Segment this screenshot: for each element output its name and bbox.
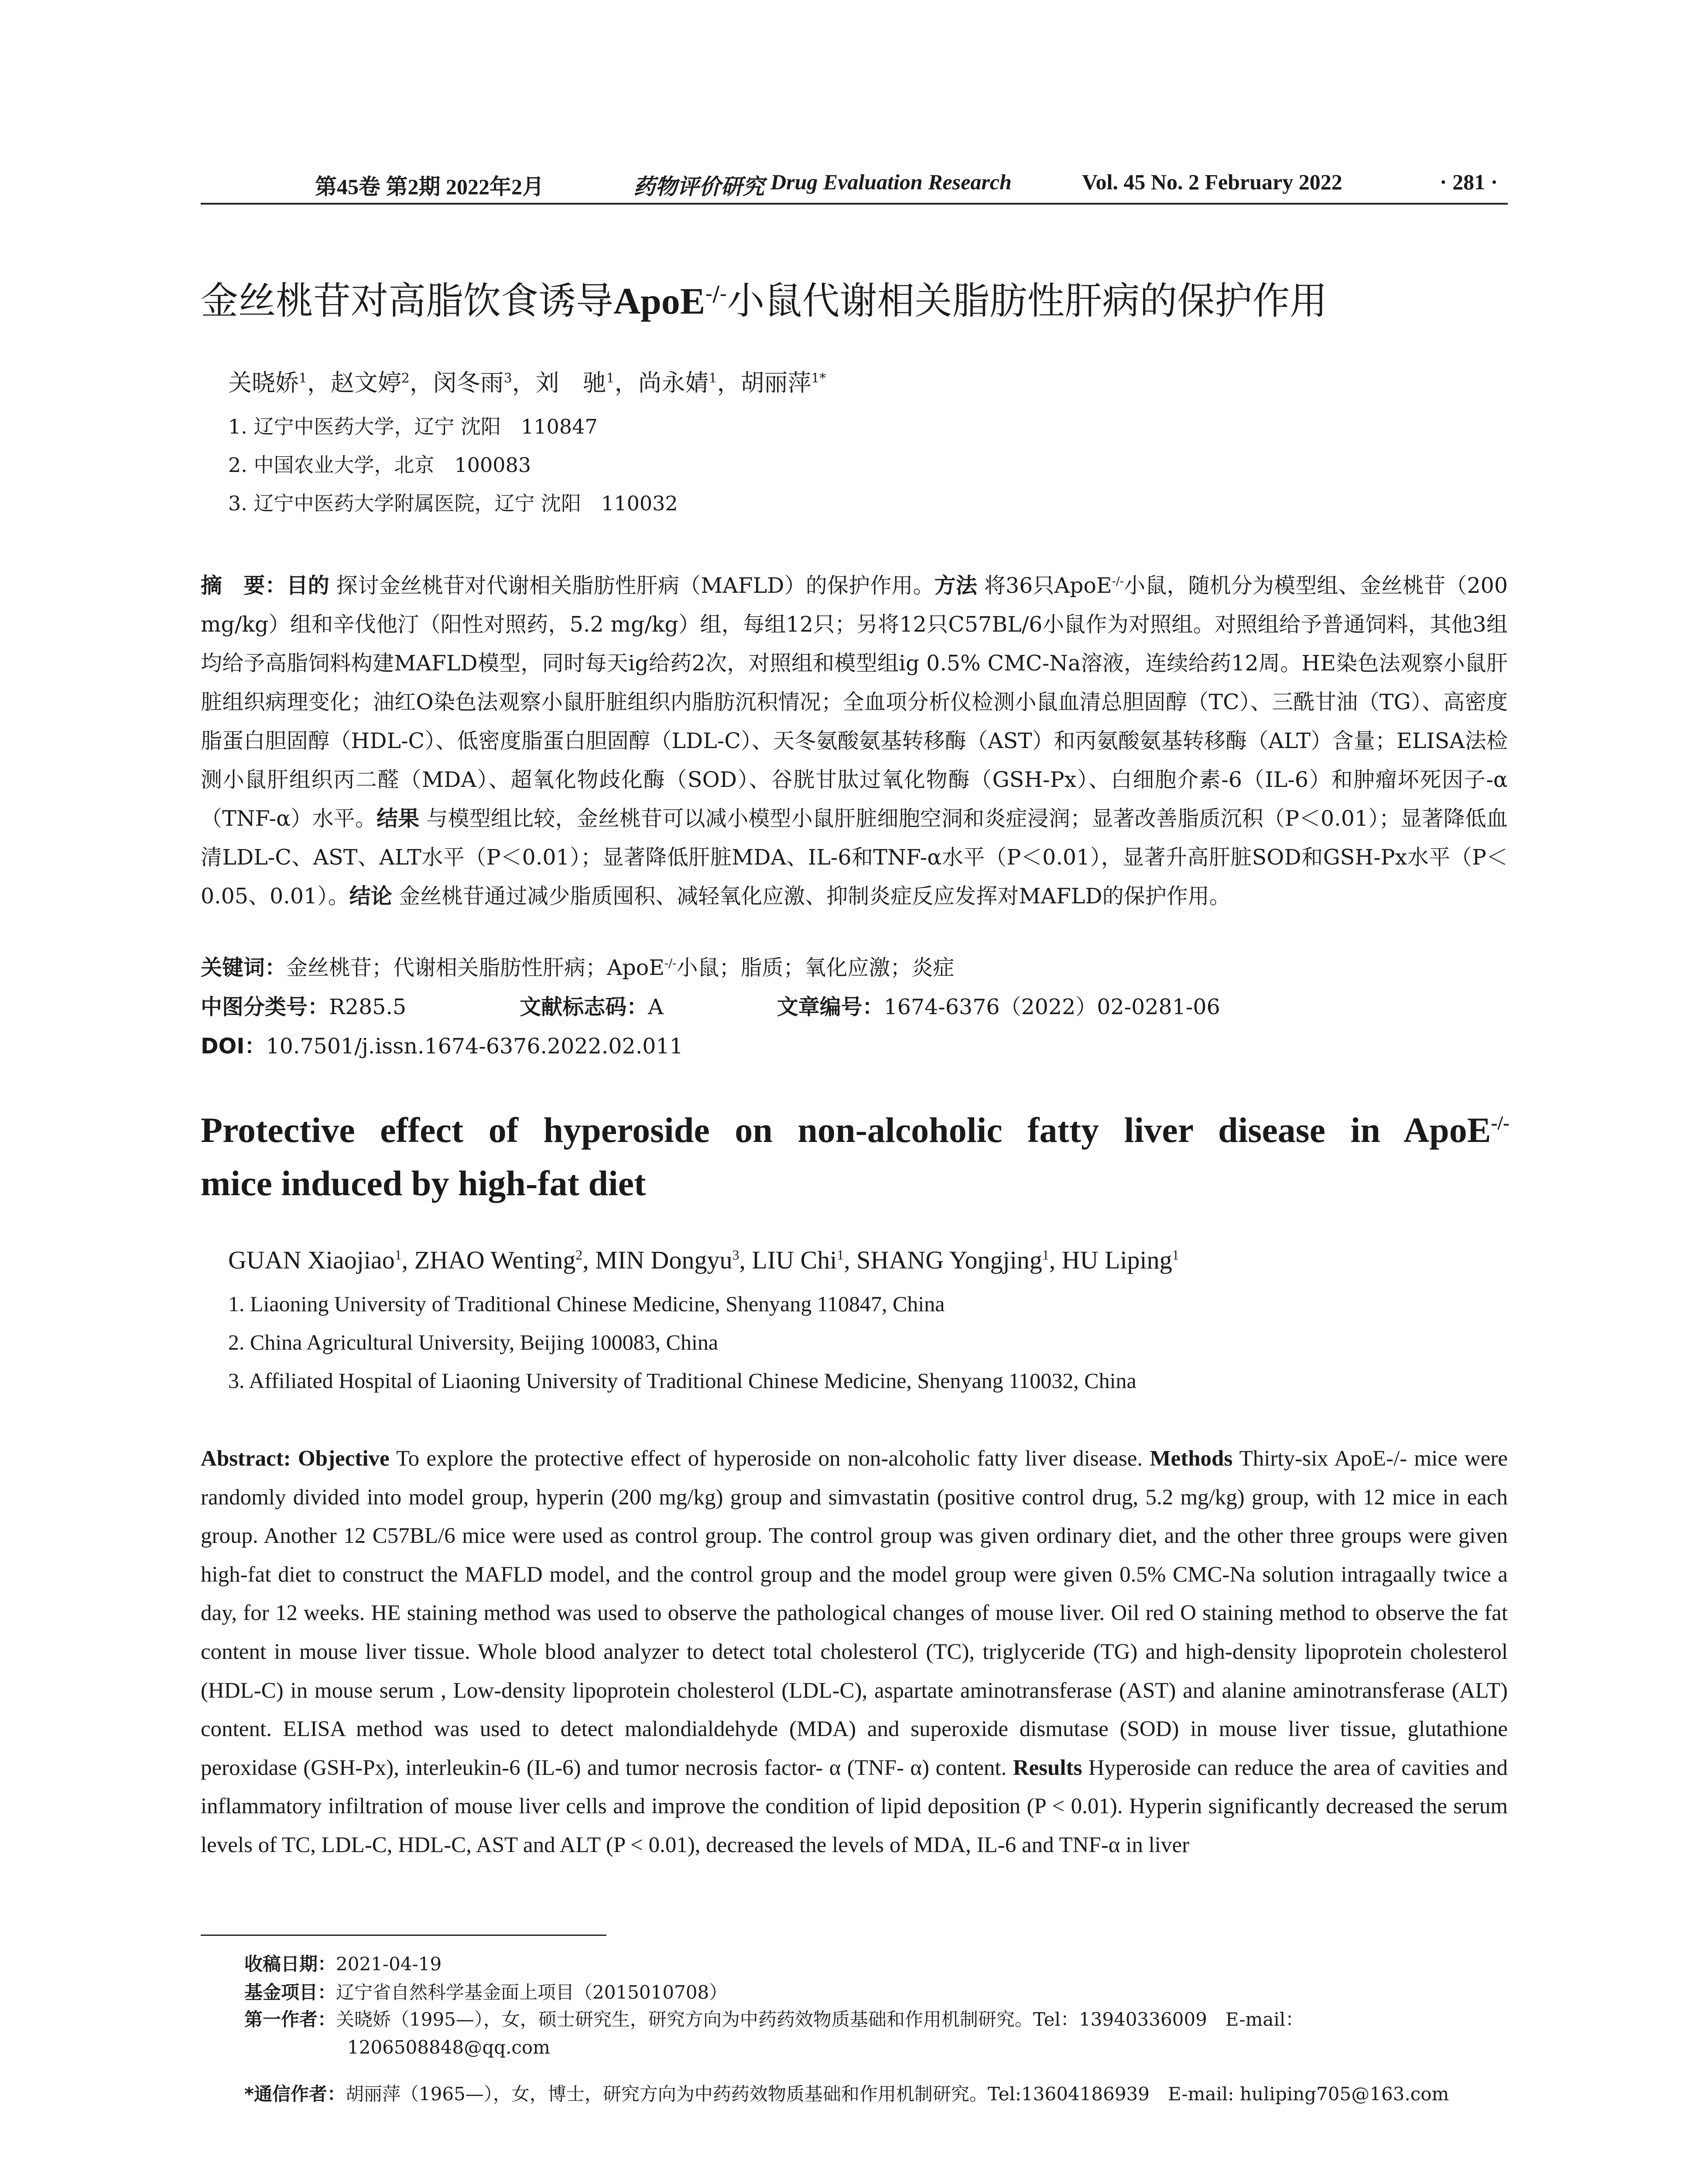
chinese-affiliation: 1. 辽宁中医药大学，辽宁 沈阳 110847: [228, 415, 598, 438]
english-abstract: Abstract: Objective To explore the protective effect of hyperoside on non-alcoholic fatty liver disease. Methods Thirty-six ApoE-/- mice were randomly divided into model group, hyperin (200 mg/kg) group and simvastatin (positive control drug, 5.2 mg/kg) group, with 12 mice in each group. Another 12 C57BL/6 mice were used as control group. The control group was given ordinary diet, and the other three groups were given high-fat diet to construct the MAFLD model, and the control group and the model group were given 0.5% CMC-Na solution intragaally twice a day, for 12 weeks. HE staining method was used to observe the pathological changes of mouse liver. Oil red O staining method to observe the fat content in mouse liver tissue. Whole blood analyzer to detect total cholesterol (TC), triglyceride (TG) and high-density lipoprotein cholesterol (HDL-C) in mouse serum , Low-density lipoprotein cholesterol (LDL-C), aspartate aminotransferase (AST) and alanine aminotransferase (ALT) content. ELISA method was used to detect malondialdehyde (MDA) and superoxide dismutase (SOD) in mouse liver tissue, glutathione peroxidase (GSH-Px), interleukin-6 (IL-6) and tumor necrosis factor- α (TNF- α) content. Results Hyperoside can reduce the area of cavities and inflammatory infiltration of mouse liver cells and improve the condition of lipid deposition (P < 0.01). Hyperin significantly decreased the serum levels of TC, LDL-C, HDL-C, AST and ALT (P < 0.01), decreased the levels of MDA, IL-6 and TNF-α in liver: [201, 1446, 1508, 1857]
chinese-title: 金丝桃苷对高脂饮食诱导ApoE-/-小鼠代谢相关脂肪性肝病的保护作用: [201, 279, 1328, 323]
doi-line: DOI：10.7501/j.issn.1674-6376.2022.02.011: [201, 1034, 683, 1059]
english-affiliation: 1. Liaoning University of Traditional Chinese Medicine, Shenyang 110847, China: [228, 1292, 945, 1316]
chinese-abstract: 摘 要：目的 探讨金丝桃苷对代谢相关脂肪性肝病（MAFLD）的保护作用。方法 将36只ApoE-/-小鼠，随机分为模型组、金丝桃苷（200 mg/kg）组和辛伐他汀（阳性对照药，5.2 mg/kg）组，每组12只；另将12只C57BL/6小鼠作为对照组。对照组给予普通饲料，其他3组均给予高脂饲料构建MAFLD模型，同时每天ig给药2次，对照组和模型组ig 0.5% CMC-Na溶液，连续给药12周。HE染色法观察小鼠肝脏组织病理变化；油红O染色法观察小鼠肝脏组织内脂肪沉积情况；全血项分析仪检测小鼠血清总胆固醇（TC）、三酰甘油（TG）、高密度脂蛋白胆固醇（HDL-C）、低密度脂蛋白胆固醇（LDL-C）、天冬氨酸氨基转移酶（AST）和丙氨酸氨基转移酶（ALT）含量；ELISA法检测小鼠肝组织丙二醛（MDA）、超氧化物歧化酶（SOD）、谷胱甘肽过氧化物酶（GSH-Px）、白细胞介素-6（IL-6）和肿瘤坏死因子-α（TNF-α）水平。结果 与模型组比较，金丝桃苷可以减小模型小鼠肝脏细胞空洞和炎症浸润；显著改善脂质沉积（P＜0.01）；显著降低血清LDL-C、AST、ALT水平（P＜0.01）；显著降低肝脏MDA、IL-6和TNF-α水平（P＜0.01），显著升高肝脏SOD和GSH-Px水平（P＜0.05、0.01）。结论 金丝桃苷通过减少脂质囤积、减轻氧化应激、抑制炎症反应发挥对MAFLD的保护作用。: [201, 573, 1508, 909]
header-journal-en: Drug Evaluation Research: [770, 170, 1012, 194]
footnote-fund: 基金项目：辽宁省自然科学基金面上项目（2015010708）: [244, 1982, 728, 2003]
header-issue-cn: 第45卷 第2期 2022年2月: [315, 174, 544, 199]
english-authors: GUAN Xiaojiao$^1$, ZHAO Wenting$^2$, MIN Dongyu$^3$, LIU Chi$^1$, SHANG Yongjing$^1$, HU Liping$^1$: [228, 1246, 1179, 1274]
english-affiliation: 3. Affiliated Hospital of Liaoning University of Traditional Chinese Medicine, Shenyang 110032, China: [228, 1368, 1136, 1393]
classification-line: 中图分类号：R285.5 文献标志码：A 文章编号：1674-6376（2022）02-0281-06: [201, 995, 1220, 1019]
footnote-corresponding: *通信作者：胡丽萍（1965—），女，博士，研究方向为中药药效物质基础和作用机制研究。Tel:13604186939 E-mail: huliping705@163.com: [244, 2083, 1449, 2105]
journal-logo: 药物评价研究: [633, 174, 764, 199]
first-author-email: 1206508848@qq.com: [347, 2037, 550, 2058]
footnote-rule: [201, 1935, 606, 1936]
chinese-keywords: 关键词：金丝桃苷；代谢相关脂肪性肝病；ApoE-/-小鼠；脂质；氧化应激；炎症: [201, 955, 955, 980]
footnote-received: 收稿日期：2021-04-19: [244, 1953, 442, 1975]
header-rule: [201, 203, 1508, 205]
chinese-affiliation: 2. 中国农业大学，北京 100083: [228, 453, 531, 477]
chinese-affiliation: 3. 辽宁中医药大学附属医院，辽宁 沈阳 110032: [228, 492, 678, 515]
header-volume: Vol. 45 No. 2 February 2022: [1082, 170, 1342, 194]
chinese-authors: 关晓娇$^1$，赵文婷$^2$，闵冬雨$^3$，刘 驰$^1$，尚永婧$^1$，胡丽萍$^{1*}$: [228, 369, 826, 397]
english-title: Protective effect of hyperoside on non-alcoholic fatty liver disease in ApoE-/- mice induced by high-fat diet: [201, 1110, 1509, 1203]
running-header: [201, 169, 1509, 200]
footnote-first-author: 第一作者：关晓娇（1995—），女，硕士研究生，研究方向为中药药效物质基础和作用机制研究。Tel：13940336009 E-mail： 1206508848@qq.com: [244, 2006, 1508, 2061]
header-page-number: · 281 ·: [1440, 170, 1498, 194]
english-affiliation: 2. China Agricultural University, Beijing 100083, China: [228, 1330, 719, 1354]
